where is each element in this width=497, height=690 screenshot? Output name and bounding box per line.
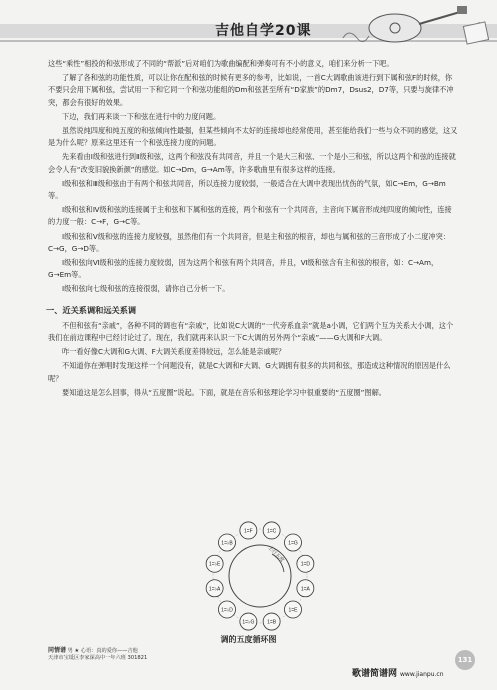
key-node-label: 1=G <box>288 540 298 547</box>
key-node-label: 1=A <box>300 586 310 593</box>
section-title: 一、近关系调和远关系调 <box>46 304 137 315</box>
diagram-caption: 调的五度循环图 <box>220 635 277 644</box>
paragraph: Ⅰ级和弦和Ⅳ级和弦的连接属于主和弦和下属和弦的连接，两个和弦有一个共同音，主音向下属音形成纯四度的倾向性，连接的力度一般：C→F，G→C等。 <box>48 205 452 227</box>
key-node-label: 1=♭D <box>221 607 233 614</box>
header-title: 吉他自学20课 <box>215 23 312 39</box>
key-nodes <box>206 522 314 630</box>
paragraph: 先来看由Ⅰ级和弦进行到Ⅱ级和弦，这两个和弦没有共同音，并且一个是大三和弦、一个是小三和弦，所以这两个和弦的连接就会令人有“改变旧貌换新颜”的感觉。如C→Dm，G→Am等，许多歌曲里有很多这样的连接。 <box>48 152 456 174</box>
key-node-label: 1=D <box>300 561 311 568</box>
main-content <box>48 58 458 401</box>
paragraph: 下边，我们再来谈一下和弦在进行中的力度问题。 <box>62 111 221 121</box>
key-node-label: 1=E <box>288 607 298 614</box>
key-node-label: 1=♭B <box>221 540 233 547</box>
paragraph: Ⅰ级和弦和Ⅴ级和弦的连接力度较强，虽然他们有一个共同音，但是主和弦的根音，却也与属和弦的三音形成了小二度冲突：C→G，G→D等。 <box>48 231 450 253</box>
footer <box>48 647 147 662</box>
paragraph: 不但和弦有“亲戚”，各种不同的调也有“亲戚”，比如说C大调的“一代旁系血亲”就是a小调，它们两个互为关系大小调，这个我们在前边课程中已经讨论过了。现在，我们就再来认识一下C大调的另外两个“亲戚”——G大调和F大调。 <box>48 320 454 343</box>
footer-address: 天津市宝坻区李家深高中一年六班 301821 <box>48 655 148 661</box>
paragraph: 这些“乘性”相投的和弦形成了不同的“帮派”后对咱们为歌曲编配和弹奏可有不小的意义，咱们来分析一下吧。 <box>48 59 394 68</box>
paragraph: Ⅰ级和弦和Ⅲ级和弦由于有两个和弦共同音，所以连接力度较弱，一般适合在大调中表现出忧伤的气氛，如C→Em，G→Bm等。 <box>48 178 446 201</box>
paragraph: Ⅰ级和弦向Ⅵ级和弦的连接力度较弱，因为这两个和弦有两个共同音，并且，Ⅵ级和弦含有主和弦的根音，如：C→Am，G→Em等。 <box>48 258 439 280</box>
key-node-label: 1=F <box>243 528 253 535</box>
key-node-label: 1=♭A <box>208 586 221 593</box>
circle-of-fifths-diagram <box>190 520 330 632</box>
footer-logo: 同情谱 男 ★ 心语：真的爱你——吉他 <box>48 647 138 654</box>
paragraph: 咋一看好像C大调和G大调、F大调关系度差得较远，怎么能是亲戚呢？ <box>62 347 286 357</box>
paragraph: 了解了各和弦的功能性质，可以让你在配和弦的时候有更多的参考，比如说，一首C大调歌曲该进行到下属和弦F的时候，你不要只会用下属和弦，尝试用一下和它同一个和弦功能组的Dm和弦甚至所有“D家族”的Dm7，Dsus2，D7等，只要与旋律不冲突，都会有很好的效果。 <box>48 73 454 107</box>
paragraph: Ⅰ级和弦向七级和弦的连接很弱，请你自己分析一下。 <box>62 284 230 294</box>
paragraph: 要知道这是怎么回事，得从“五度圈”说起。下面，就是在音乐和弦理论学习中很重要的“五度圈”图解。 <box>62 387 386 397</box>
key-node-label: 1=C <box>266 528 277 535</box>
guitar-illustration <box>335 0 497 52</box>
page-header <box>0 0 497 52</box>
watermark: 歌谱简谱网 www.jianpu.cn <box>352 669 444 679</box>
page-number: 131 <box>455 650 475 670</box>
key-node-label: 1=♭G <box>242 619 255 626</box>
paragraph: 虽然说纯四度和纯五度的和弦倾向性最强，但某些倾向不太好的连接却也经常使用，甚至能给我们一些与众不同的感觉，这又是为什么呢？原来这里还有一个和弦连接力度的问题。 <box>48 126 458 148</box>
key-node-label: 1=B <box>267 619 277 626</box>
key-node-label: 1=♭E <box>208 561 221 568</box>
center-circle <box>229 545 291 607</box>
paragraph: 不知道你在弹唱时发现这样一个问题没有，就是C大调和F大调、G大调拥有很多的共同和弦，那造成这种情况的原因是什么呢？ <box>48 361 451 383</box>
arrow-label: 上行五度 <box>266 545 285 564</box>
